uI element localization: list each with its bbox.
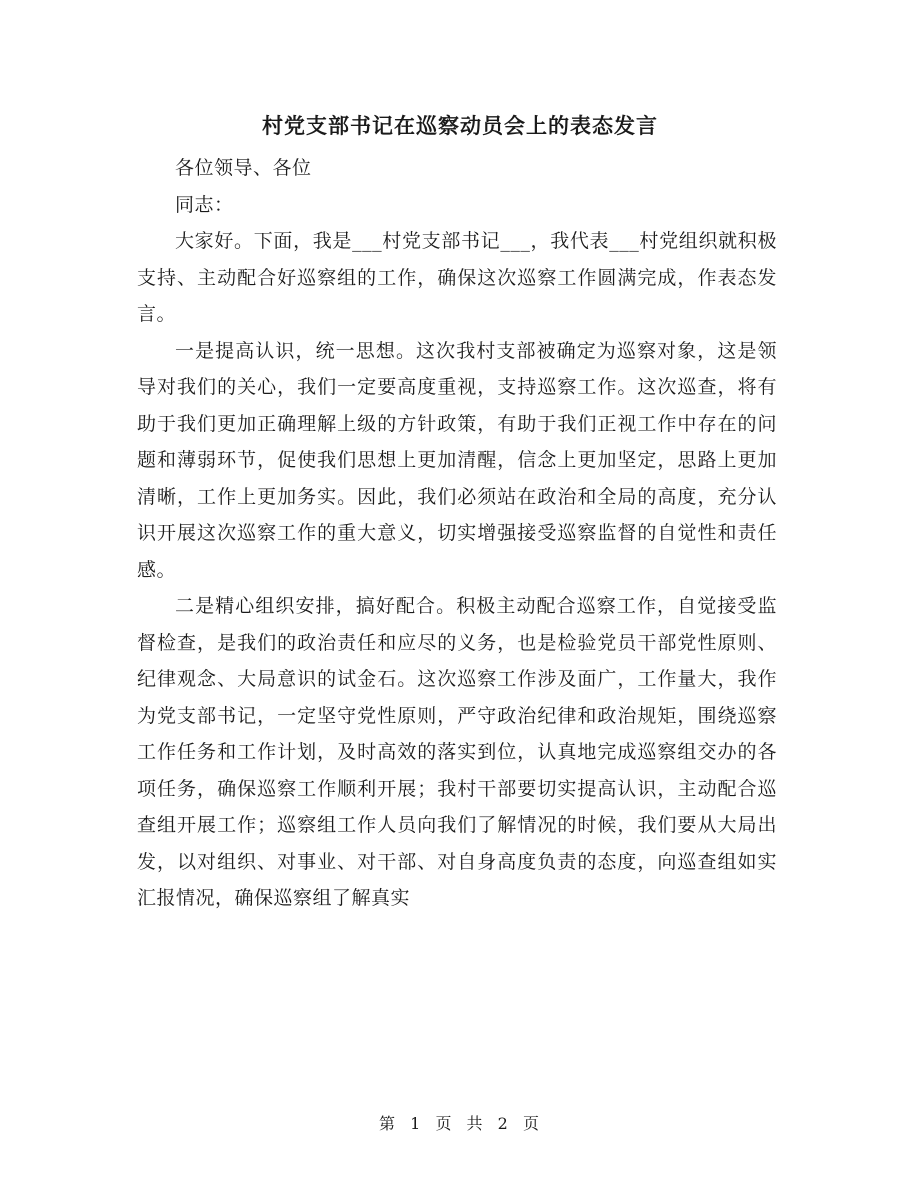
salutation-line-2: 同志： — [175, 193, 234, 216]
opening-paragraph: 大家好。下面，我是___村党支部书记___，我代表___村党组织就积极支持、主动配合好巡察组的工作，确保这次巡察工作圆满完成，作表态发言。 — [137, 230, 777, 325]
footer-total-pages: 2 — [497, 1114, 510, 1133]
footer-total-prefix: 共 — [466, 1114, 485, 1133]
salutation-line-1: 各位领导、各位 — [175, 157, 312, 179]
footer-page-unit: 页 — [435, 1114, 454, 1133]
document-title: 村党支部书记在巡察动员会上的表态发言 — [262, 113, 658, 138]
footer-total-unit: 页 — [522, 1114, 541, 1133]
paragraph-point-two: 二是精心组织安排，搞好配合。积极主动配合巡察工作，自觉接受监督检查，是我们的政治责任和应尽的义务，也是检验党员干部党性原则、纪律观念、大局意识的试金石。这次巡察工作涉及面广，工作量大，我作为党支部书记，一定坚守党性原则，严守政治纪律和政治规矩，围绕巡察工作任务和工作计划，及时高效的落实到位，认真地完成巡察组交办的各项任务，确保巡察工作顺利开展；我村干部要切实提高认识，主动配合巡查组开展工作；巡察组工作人员向我们了解情况的时候，我们要从大局出发，以对组织、对事业、对干部、对自身高度负责的态度，向巡查组如实汇报情况，确保巡察组了解真实 — [137, 595, 777, 909]
document-body — [137, 150, 777, 917]
footer-current-page: 1 — [410, 1114, 423, 1133]
page-footer — [0, 1112, 920, 1136]
footer-prefix: 第 — [379, 1114, 398, 1133]
paragraph-point-one: 一是提高认识，统一思想。这次我村支部被确定为巡察对象，这是领导对我们的关心，我们一定要高度重视，支持巡察工作。这次巡查，将有助于我们更加正确理解上级的方针政策，有助于我们正视工作中存在的问题和薄弱环节，促使我们思想上更加清醒，信念上更加坚定，思路上更加清晰，工作上更加务实。因此，我们必须站在政治和全局的高度，充分认识开展这次巡察工作的重大意义，切实增强接受巡察监督的自觉性和责任感。 — [137, 339, 777, 581]
